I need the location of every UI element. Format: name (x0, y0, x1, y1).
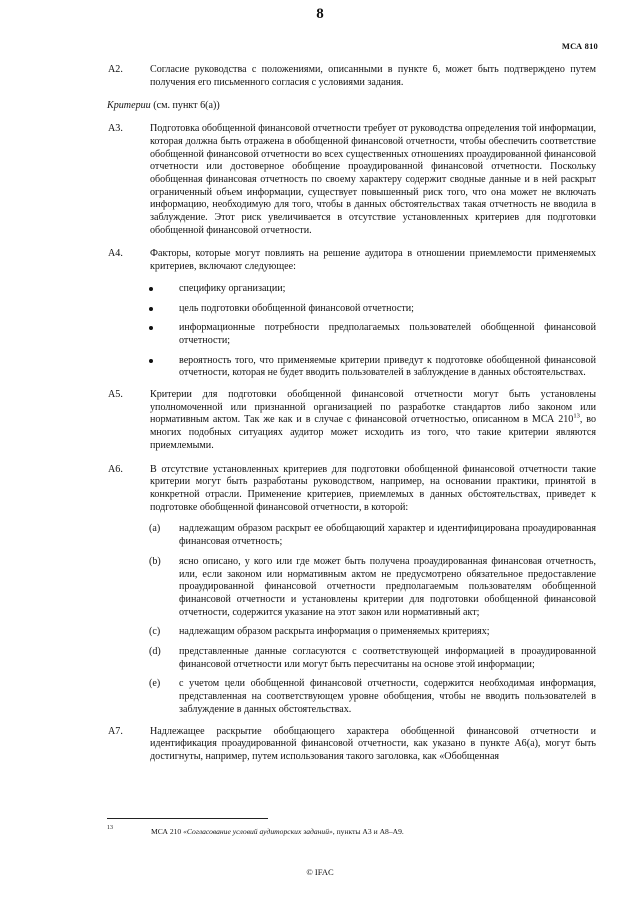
footnote-suffix: , пункты А3 и А8–А9. (332, 827, 404, 836)
list-item-label: (e) (149, 678, 161, 690)
paragraph-text: Подготовка обобщенной финансовой отчетности требует от руководства определения той информации, которая должна быть отражена в обобщенной финансовой отчетности, чтобы обеспечить соответствие обобщенной финансовой отчетности во всех существенных отношениях проаудированной финансовой отчетности или достоверное обобщение проаудированной финансовой отчетности. Поскольку обобщенная финансовая отчетность по своему характеру содержит сводные данные и в ней раскрыт ограниченный объем информации, существует повышенный риск того, что она может не включать информацию, необходимую для того, чтобы в данных обстоятельствах такая отчетность не вводила в заблуждение. Этот риск увеличивается в отсутствие установленных критериев для подготовки обобщенной финансовой отчетности. (150, 123, 596, 236)
bullet-text: вероятность того, что применяемые критерии приведут к подготовке обобщенной финансовой отчетности, которая не будет вводить пользователей в заблуждение в данных обстоятельствах. (179, 354, 596, 379)
list-item-label: (d) (149, 646, 161, 658)
footnote-reference: 13 (573, 413, 580, 421)
paragraph-a3 (108, 123, 596, 237)
paragraph-number: А2. (108, 64, 123, 75)
copyright: © IFAC (306, 867, 334, 877)
section-heading-title: Критерии (107, 100, 151, 112)
paragraph-number: А4. (108, 248, 123, 260)
bullet-item (179, 322, 596, 347)
footnote-title: «Согласование условий аудиторских заданий» (183, 827, 333, 836)
paragraph-text: Согласие руководства с положениями, описанными в пункте 6, может быть подтверждено путем получения его письменного согласия с условиями задания. (150, 64, 596, 88)
paragraph-a6 (108, 463, 596, 515)
footnote-divider (107, 818, 268, 819)
paragraph-a5 (108, 389, 596, 453)
bullet-icon (149, 326, 153, 330)
list-item (149, 678, 596, 716)
list-item (149, 626, 596, 639)
bullet-icon (149, 359, 153, 363)
paragraph-a2 (108, 64, 596, 89)
bullet-item (179, 355, 596, 380)
bullet-icon (149, 287, 153, 291)
page-number: 8 (316, 6, 324, 22)
list-item-label: (b) (149, 555, 161, 567)
bullet-text: цель подготовки обобщенной финансовой отчетности; (179, 302, 414, 314)
list-item-text: представленные данные согласуются с соответствующей информацией в проаудированной финансовой отчетности или могут быть пересчитаны на основе этой информации; (179, 646, 596, 670)
list-item-text: с учетом цели обобщенной финансовой отчетности, содержится необходимая информация, представленная на соответствующем уровне обобщения, чтобы не вводить пользователей в заблуждение в данных обстоятельствах. (179, 678, 596, 715)
footnote-prefix: МСА 210 (151, 827, 184, 836)
bullet-text: специфику организации; (179, 282, 286, 294)
document-code: МСА 810 (561, 41, 598, 51)
paragraph-a7 (108, 725, 596, 764)
bullet-item (179, 283, 596, 296)
bullet-text: информационные потребности предполагаемых пользователей обобщенной финансовой отчетности; (179, 322, 596, 346)
list-item (149, 523, 596, 548)
paragraph-number: А6. (108, 463, 123, 475)
document-body (0, 64, 640, 775)
list-item-label: (a) (149, 523, 161, 535)
paragraph-text: В отсутствие установленных критериев для подготовки обобщенной финансовой отчетности такие критерии могут быть разработаны руководством, например, на основании практики, принятой в конкретной отрасли. Применение критериев, приемлемых в данных обстоятельствах, приведет к подготовке обобщенной финансовой отчетности, в которой: (150, 463, 596, 513)
paragraph-a4 (108, 248, 596, 273)
footnote-number: 13 (107, 825, 113, 831)
bullet-item (179, 303, 596, 316)
paragraph-text-continued: , во многих подобных ситуациях аудитор может исходить из того, что такие критерии являются приемлемыми. (150, 414, 596, 451)
paragraph-number: А3. (108, 123, 123, 135)
section-heading-criteria (107, 100, 640, 113)
list-item (149, 555, 596, 620)
section-heading-reference: (см. пункт 6(a)) (150, 100, 220, 112)
list-item-text: ясно описано, у кого или где может быть получена проаудированная финансовая отчетность, или, если законом или нормативным актом не предусмотрено обязательное предоставление проаудированной финансовой отчетности предполагаемым пользователям обобщенной финансовой отчетности и установлены критерии для подготовки обобщенной финансовой отчетности, содержится указание на этот закон или нормативный акт; (179, 555, 596, 618)
paragraph-number: А7. (108, 725, 123, 737)
list-item-text: надлежащим образом раскрыт ее обобщающий характер и идентифицирована проаудированная финансовая отчетность; (179, 523, 596, 548)
paragraph-number: А5. (108, 389, 123, 401)
bullet-icon (149, 307, 153, 311)
footnote-text (151, 827, 404, 836)
list-item (149, 646, 596, 671)
list-item-label: (c) (149, 626, 161, 638)
paragraph-text: Факторы, которые могут повлиять на решение аудитора в отношении приемлемости применяемых критериев, включают следующее: (150, 248, 596, 273)
paragraph-text: Надлежащее раскрытие обобщающего характера обобщенной финансовой отчетности и идентификация проаудированной финансовой отчетности, как указано в пункте А6(a), могут быть достигнуты, например, путем использования такого заголовка, как «Обобщенная (150, 725, 596, 762)
paragraph-text: Критерии для подготовки обобщенной финансовой отчетности могут быть установлены уполномоченной или признанной организацией по разработке стандартов либо законом или нормативным актом. Так же как и в случае с финансовой отчетностью, описанном в МСА 210 (150, 389, 596, 426)
list-item-text: надлежащим образом раскрыта информация о применяемых критериях; (179, 626, 490, 638)
